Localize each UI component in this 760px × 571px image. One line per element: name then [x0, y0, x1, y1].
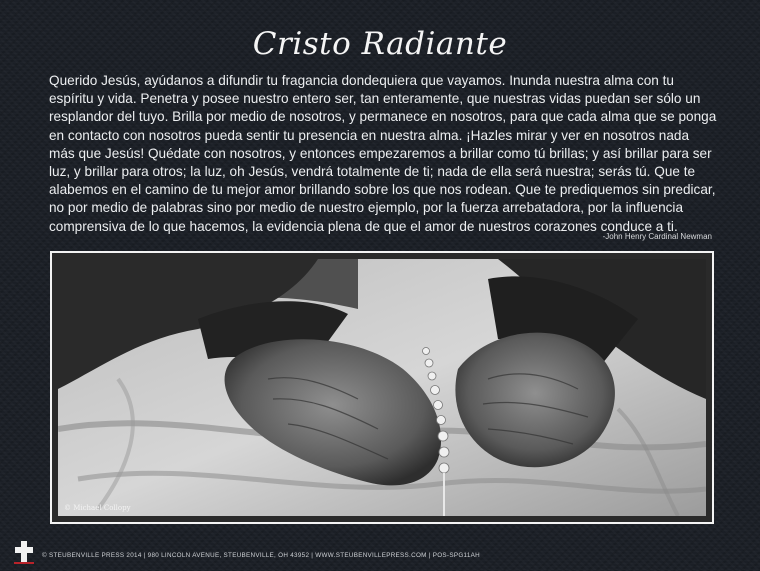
prayer-attribution: -John Henry Cardinal Newman: [602, 232, 712, 241]
poster-title: Cristo Radiante: [252, 26, 508, 62]
cross-logo-icon: [12, 540, 36, 566]
prayer-text: Querido Jesús, ayúdanos a difundir tu fragancia dondequiera que vayamos. Inunda nuestra alma con tu espíritu y vida. Penetra y posee nuestro entero ser, tan enteramente, que nuestras vidas puedan ser sólo un resplandor del tuyo. Brilla por medio de nosotros, y permanece en nosotros, para que cada alma que se ponga en contacto con nosotros pueda sentir tu presencia en nuestra alma. ¡Hazles mirar y ver en nosotros nada más que Jesús! Quédate con nosotros, y entonces empezaremos a brillar como tú brillas; y así brillar para ser luz, y brillar para otros; la luz, oh Jesús, vendrá totalmente de ti; nada de ella será nuestra; serás tú. Que te alabemos en el camino de tu mejor amor brillando sobre los que nos rodean. Que te prediquemos sin predicar, no por medio de palabras sino por medio de nuestro ejemplo, por la fuerza arrebatadora, por la influencia comprensiva de lo que hacemos, la evidencia plena de que el amor de nuestros corazones conduce a ti.: [49, 73, 717, 234]
footer-publisher-info: © STEUBENVILLE PRESS 2014 | 980 LINCOLN AVENUE, STEUBENVILLE, OH 43952 | WWW.STEUBENVILLEPRESS.COM | POS-SPG11AH: [42, 552, 481, 559]
photo-credit: © Michael Collopy: [64, 504, 131, 512]
praying-hands-photo: [58, 259, 706, 516]
photo-frame: [50, 251, 714, 524]
